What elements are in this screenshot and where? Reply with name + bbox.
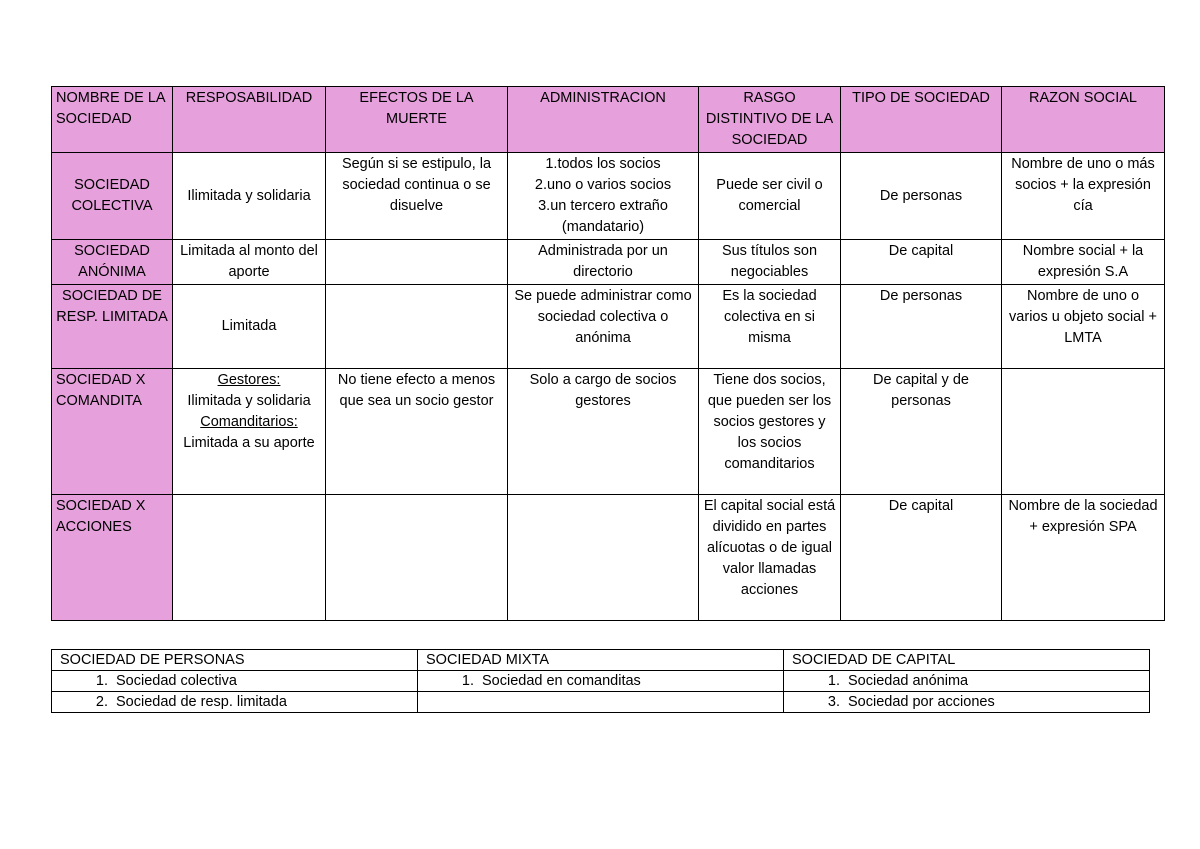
item-text: Sociedad por acciones <box>848 694 995 710</box>
cell-rasgo: Es la sociedad colectiva en si misma <box>699 285 841 369</box>
table-row <box>52 153 1165 240</box>
gestores-value: Ilimitada y solidaria <box>187 393 311 409</box>
cell-razon: Nombre de la sociedad + expresión SPA <box>1002 495 1165 621</box>
classification-header-row <box>52 650 1150 671</box>
comanditarios-value: Limitada a su aporte <box>183 435 315 451</box>
cell-rasgo: Sus títulos son negociables <box>699 240 841 285</box>
row-name: SOCIEDAD X COMANDITA <box>52 369 173 495</box>
header-rasgo: RASGO DISTINTIVO DE LA SOCIEDAD <box>699 87 841 153</box>
item-text: Sociedad en comanditas <box>482 673 641 689</box>
table-row <box>52 285 1165 369</box>
cell-administracion: Administrada por un directorio <box>508 240 699 285</box>
cell-responsabilidad: Limitada al monto del aporte <box>173 240 326 285</box>
cell-tipo: De personas <box>841 285 1002 369</box>
cell-administracion: Se puede administrar como sociedad colectiva o anónima <box>508 285 699 369</box>
list-item-empty <box>418 692 784 713</box>
table-row <box>52 671 1150 692</box>
item-number: 1. <box>827 673 840 689</box>
table-row <box>52 495 1165 621</box>
cell-tipo: De capital <box>841 495 1002 621</box>
item-number: 1. <box>95 673 108 689</box>
cell-tipo: De capital y de personas <box>841 369 1002 495</box>
cell-rasgo: Puede ser civil o comercial <box>699 153 841 240</box>
classification-table <box>51 649 1150 713</box>
cell-efectos <box>326 285 508 369</box>
cell-efectos <box>326 240 508 285</box>
header-mixta: SOCIEDAD MIXTA <box>418 650 784 671</box>
cell-efectos: No tiene efecto a menos que sea un socio gestor <box>326 369 508 495</box>
cell-razon: Nombre de uno o más socios + la expresión cía <box>1002 153 1165 240</box>
row-name: SOCIEDAD X ACCIONES <box>52 495 173 621</box>
table-row <box>52 369 1165 495</box>
list-item <box>52 671 418 692</box>
header-tipo: TIPO DE SOCIEDAD <box>841 87 1002 153</box>
item-text: Sociedad anónima <box>848 673 969 689</box>
header-capital: SOCIEDAD DE CAPITAL <box>784 650 1150 671</box>
item-text: Sociedad colectiva <box>116 673 237 689</box>
header-razon: RAZON SOCIAL <box>1002 87 1165 153</box>
row-name: SOCIEDAD DE RESP. LIMITADA <box>52 285 173 369</box>
cell-razon: Nombre social + la expresión S.A <box>1002 240 1165 285</box>
header-administracion: ADMINISTRACION <box>508 87 699 153</box>
cell-razon: Nombre de uno o varios u objeto social + LMTA <box>1002 285 1165 369</box>
cell-administracion: Solo a cargo de socios gestores <box>508 369 699 495</box>
cell-efectos <box>326 495 508 621</box>
cell-responsabilidad: Ilimitada y solidaria <box>173 153 326 240</box>
header-personas: SOCIEDAD DE PERSONAS <box>52 650 418 671</box>
comanditarios-label: Comanditarios: <box>200 414 298 430</box>
header-row <box>52 87 1165 153</box>
header-nombre: NOMBRE DE LA SOCIEDAD <box>52 87 173 153</box>
list-item <box>784 692 1150 713</box>
cell-tipo: De capital <box>841 240 1002 285</box>
header-efectos: EFECTOS DE LA MUERTE <box>326 87 508 153</box>
header-responsabilidad: RESPOSABILIDAD <box>173 87 326 153</box>
row-name: SOCIEDAD COLECTIVA <box>52 153 173 240</box>
cell-responsabilidad <box>173 369 326 495</box>
cell-administracion <box>508 495 699 621</box>
cell-tipo: De personas <box>841 153 1002 240</box>
item-number: 1. <box>461 673 474 689</box>
cell-responsabilidad: Limitada <box>173 285 326 369</box>
list-item <box>418 671 784 692</box>
item-number: 2. <box>95 694 108 710</box>
row-name: SOCIEDAD ANÓNIMA <box>52 240 173 285</box>
list-item <box>784 671 1150 692</box>
cell-rasgo: Tiene dos socios, que pueden ser los socios gestores y los socios comanditarios <box>699 369 841 495</box>
table-row <box>52 692 1150 713</box>
list-item <box>52 692 418 713</box>
cell-rasgo: El capital social está dividido en partes alícuotas o de igual valor llamadas acciones <box>699 495 841 621</box>
item-text: Sociedad de resp. limitada <box>116 694 287 710</box>
cell-responsabilidad <box>173 495 326 621</box>
item-number: 3. <box>827 694 840 710</box>
cell-efectos: Según si se estipulo, la sociedad continua o se disuelve <box>326 153 508 240</box>
comparison-table <box>51 86 1165 621</box>
cell-razon <box>1002 369 1165 495</box>
table-row <box>52 240 1165 285</box>
cell-administracion: 1.todos los socios 2.uno o varios socios 3.un tercero extraño (mandatario) <box>508 153 699 240</box>
gestores-label: Gestores: <box>217 372 281 388</box>
